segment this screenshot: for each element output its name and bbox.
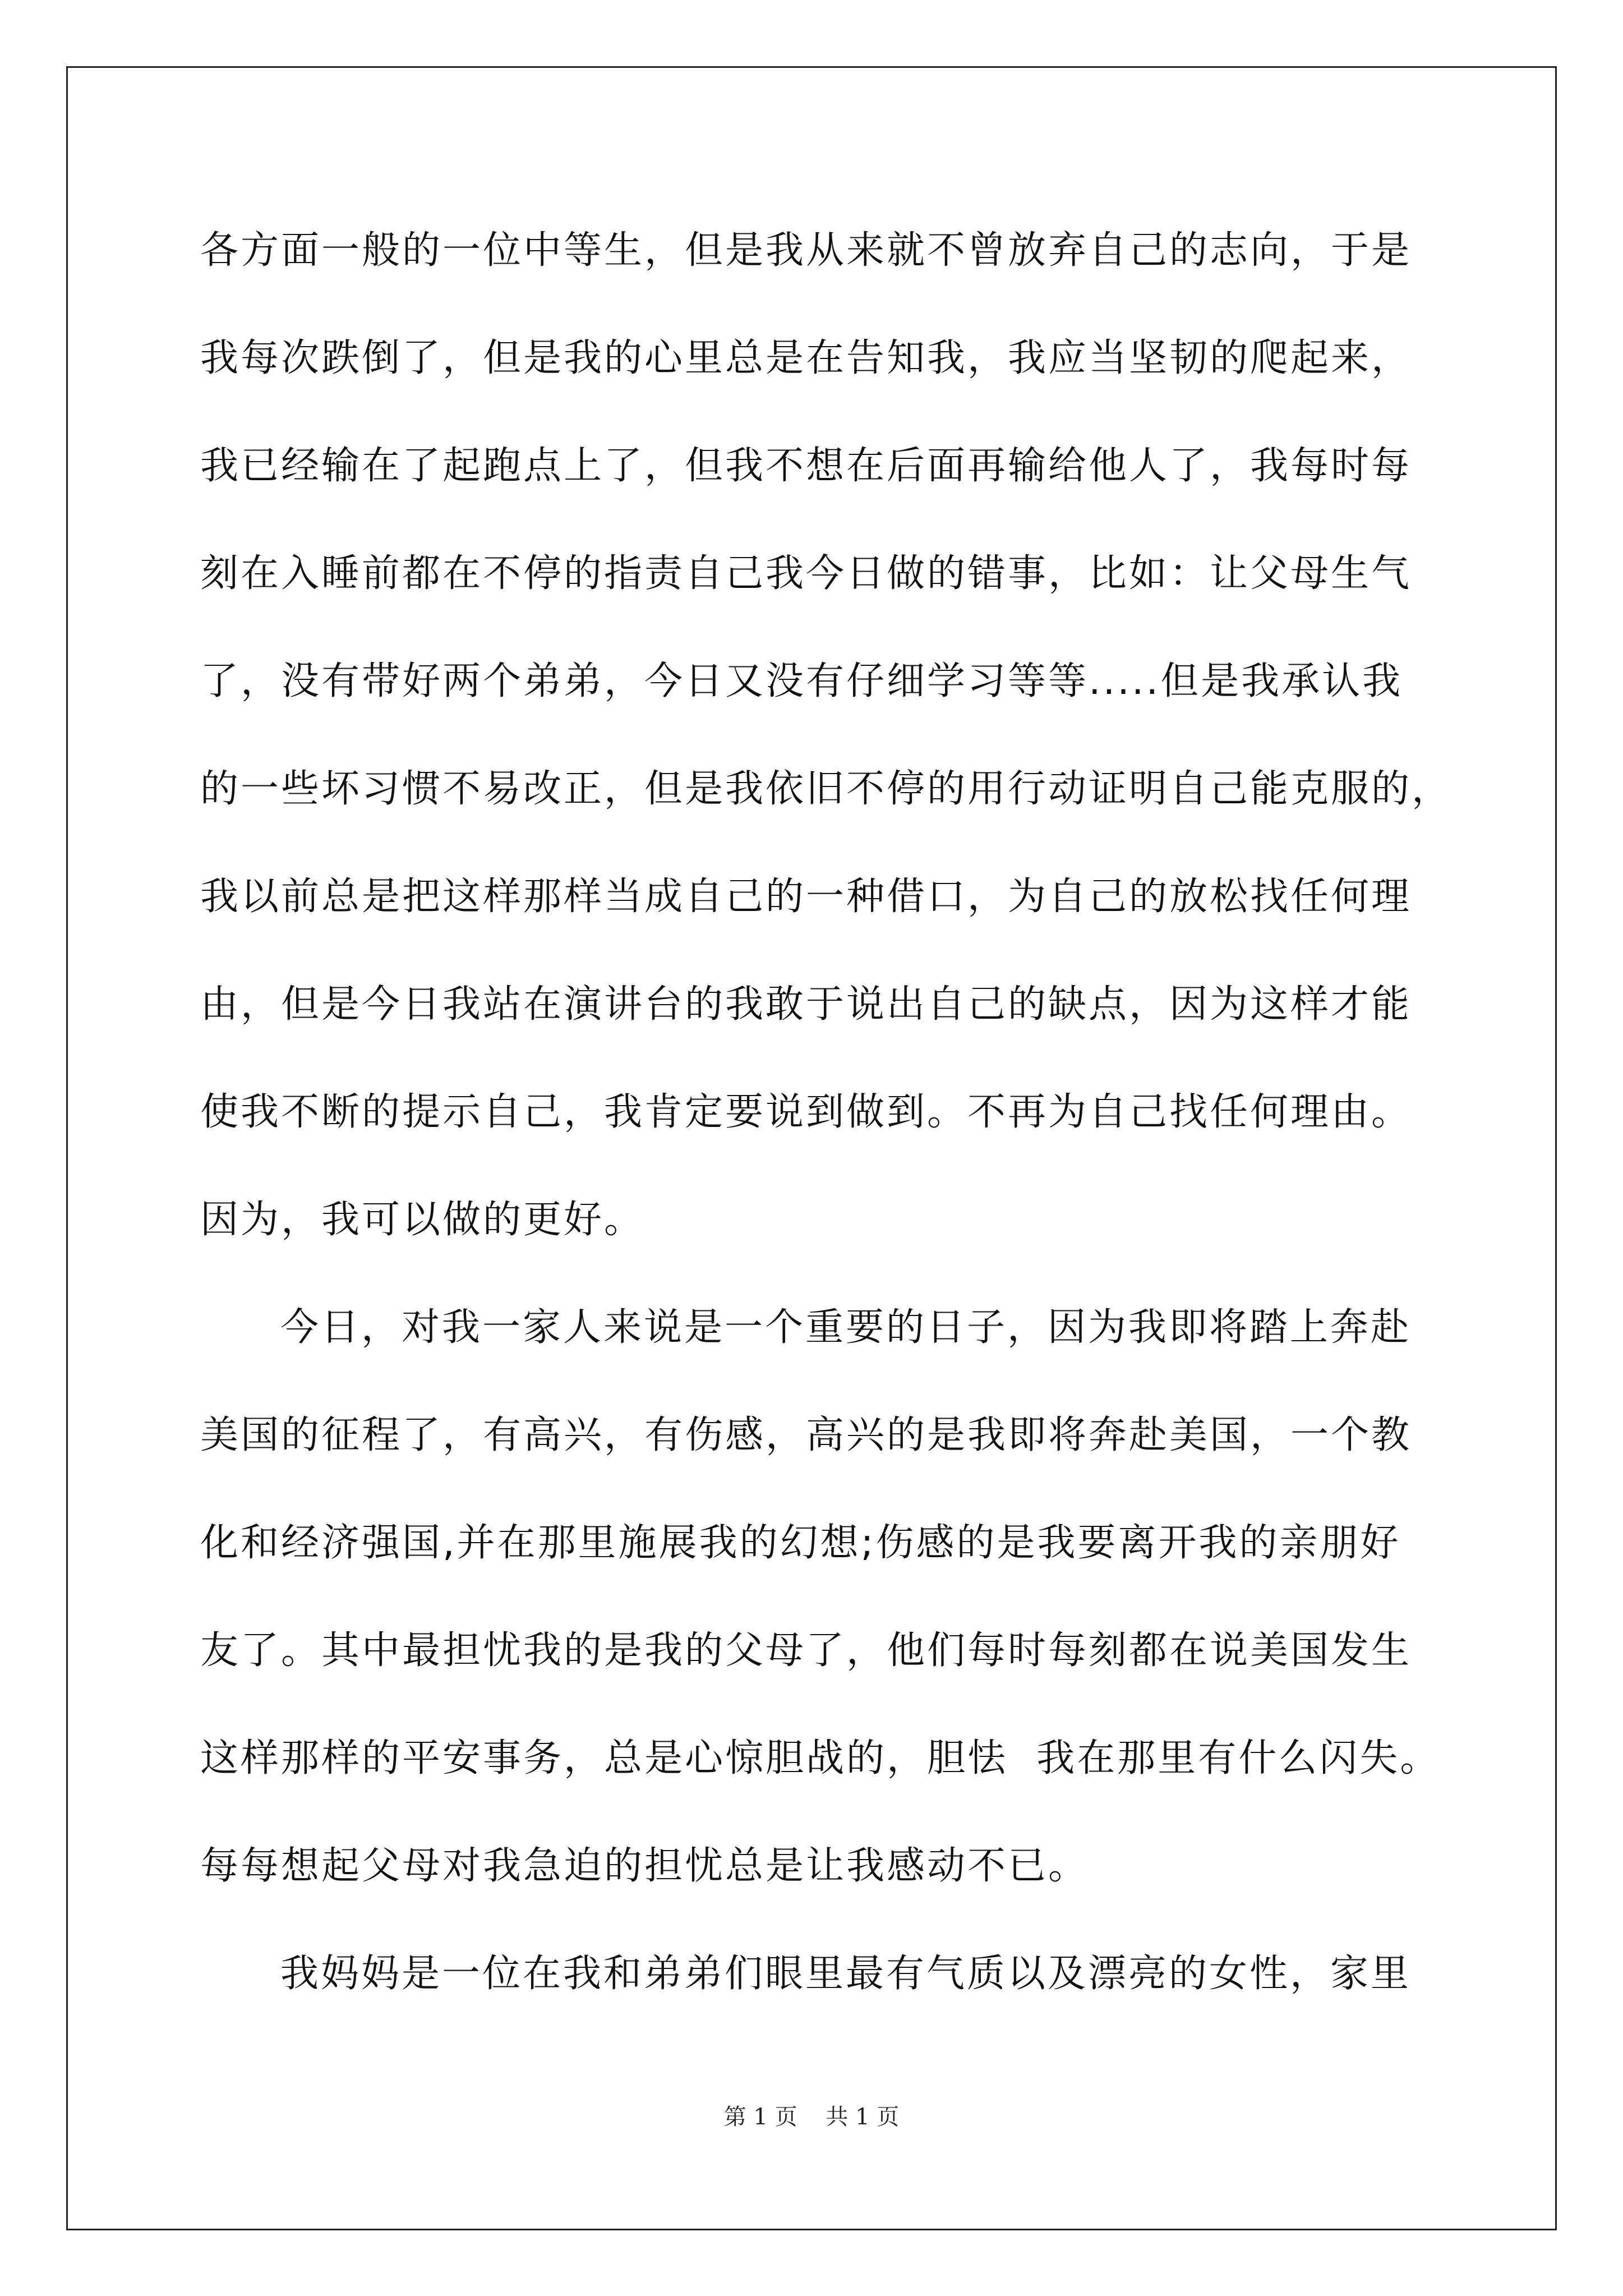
text-line: 刻在入睡前都在不停的指责自己我今日做的错事，比如：让父母生气 (200, 551, 1412, 596)
text-line: 我已经输在了起跑点上了，但我不想在后面再输给他人了，我每时每 (200, 444, 1412, 488)
text-line: 了，没有带好两个弟弟，今日又没有仔细学习等等.....但是我承认我 (200, 659, 1403, 703)
page-footer: 第 1 页 共 1 页 (723, 2104, 900, 2130)
page-border (66, 66, 1557, 2230)
paragraph-first-line: 今日，对我一家人来说是一个重要的日子，因为我即将踏上奔赴 (280, 1305, 1412, 1350)
text-line: 化和经济强国,并在那里施展我的幻想;伤感的是我要离开我的亲朋好 (200, 1521, 1401, 1565)
text-line: 由，但是今日我站在演讲台的我敢于说出自己的缺点，因为这样才能 (200, 982, 1412, 1027)
text-line: 我每次跌倒了，但是我的心里总是在告知我，我应当坚韧的爬起来， (200, 336, 1412, 380)
text-line: 因为，我可以做的更好。 (200, 1198, 645, 1242)
text-line: 各方面一般的一位中等生，但是我从来就不曾放弃自己的志向，于是 (200, 228, 1412, 273)
paragraph-first-line: 我妈妈是一位在我和弟弟们眼里最有气质以及漂亮的女性，家里 (280, 1952, 1412, 1996)
text-line: 这样那样的平安事务，总是心惊胆战的，胆怯 我在那里有什么闪失。 (200, 1736, 1441, 1780)
text-line: 友了。其中最担忧我的是我的父母了，他们每时每刻都在说美国发生 (200, 1628, 1412, 1673)
text-line: 美国的征程了，有高兴，有伤感，高兴的是我即将奔赴美国，一个教 (200, 1413, 1412, 1457)
text-line: 每每想起父母对我急迫的担忧总是让我感动不已。 (200, 1844, 1089, 1888)
text-line: 使我不断的提示自己，我肯定要说到做到。不再为自己找任何理由。 (200, 1090, 1412, 1134)
text-line: 的一些坏习惯不易改正，但是我依旧不停的用行动证明自己能克服的， (200, 767, 1453, 811)
text-line: 我以前总是把这样那样当成自己的一种借口，为自己的放松找任何理 (200, 875, 1412, 919)
